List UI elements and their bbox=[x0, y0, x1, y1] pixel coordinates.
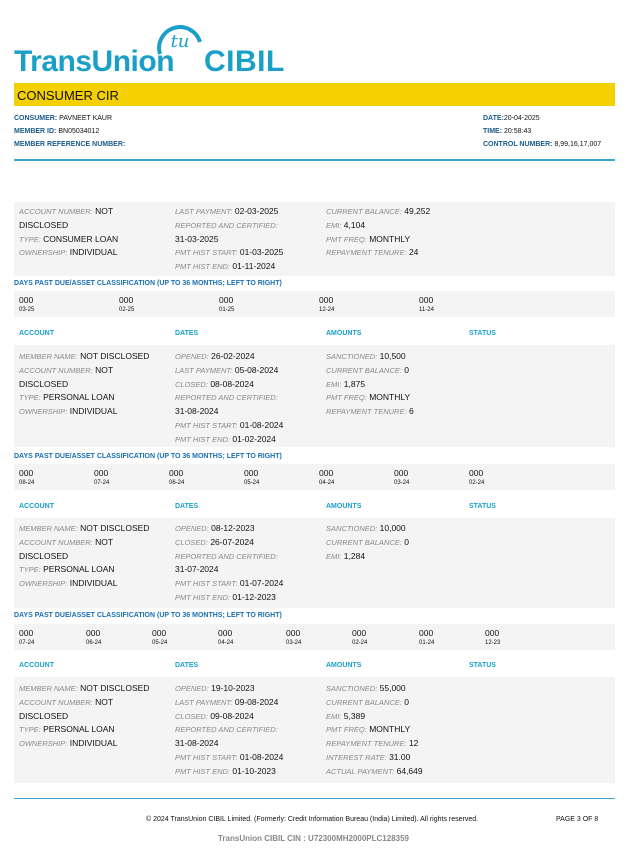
col-account-heading: ACCOUNT bbox=[19, 330, 54, 337]
dpd-month: 02-24 bbox=[352, 640, 368, 646]
dpd-value: 000 bbox=[86, 628, 101, 638]
page-number: PAGE 3 OF 8 bbox=[556, 816, 599, 823]
tu-logo-icon bbox=[156, 20, 208, 60]
consumer-info: CONSUMER: PAVNEET KAUR MEMBER ID: BN05034012 MEMBER REFERENCE NUMBER: bbox=[14, 115, 126, 148]
dpd-month: 03-24 bbox=[286, 640, 302, 646]
col-status-heading: STATUS bbox=[469, 330, 496, 337]
logo-brand: TransUnion bbox=[14, 45, 175, 78]
account-1-account-col: ACCOUNT NUMBER: NOT DISCLOSED TYPE: CONSUMER LOAN OWNERSHIP: INDIVIDUAL bbox=[19, 206, 119, 258]
dpd-heading: DAYS PAST DUE/ASSET CLASSIFICATION (UP TO 36 MONTHS; LEFT TO RIGHT) bbox=[14, 453, 282, 460]
col-status-heading: STATUS bbox=[469, 503, 496, 510]
account-2-account-col: MEMBER NAME: NOT DISCLOSED ACCOUNT NUMBER: NOT DISCLOSED TYPE: PERSONAL LOAN OWNERSHIP: INDIVIDUAL bbox=[19, 351, 150, 417]
report-title-banner bbox=[14, 83, 615, 106]
dpd-month: 08-24 bbox=[19, 480, 35, 486]
dpd-value: 000 bbox=[19, 468, 34, 478]
consumer-name: PAVNEET KAUR bbox=[59, 115, 113, 122]
account-4-amounts-col: SANCTIONED: 55,000 CURRENT BALANCE: 0 EMI: 5,389 PMT FREQ: MONTHLY REPAYMENT TENURE: 12 INTEREST RATE: 31.00 ACTUAL PAYMENT: 64,649 bbox=[326, 683, 423, 776]
dpd-month: 06-24 bbox=[169, 480, 185, 486]
col-account-heading: ACCOUNT bbox=[19, 503, 54, 510]
dpd-value: 000 bbox=[352, 628, 367, 638]
account-2-amounts-col: SANCTIONED: 10,500 CURRENT BALANCE: 0 EMI: 1,875 PMT FREQ: MONTHLY REPAYMENT TENURE: 6 bbox=[326, 351, 414, 417]
dpd-month: 06-24 bbox=[86, 640, 102, 646]
logo-mark: tu bbox=[170, 31, 190, 52]
dpd-value: 000 bbox=[419, 295, 434, 305]
col-amounts-heading: AMOUNTS bbox=[326, 330, 362, 337]
dpd-month: 07-24 bbox=[19, 640, 35, 646]
dpd-value: 000 bbox=[219, 295, 234, 305]
dpd-value: 000 bbox=[152, 628, 167, 638]
cin-text: TransUnion CIBIL CIN : U72300MH2000PLC128359 bbox=[217, 834, 410, 843]
footer-divider bbox=[14, 798, 615, 799]
dpd-month: 04-24 bbox=[319, 480, 335, 486]
member-id: BN05034012 bbox=[58, 128, 100, 135]
dpd-month: 01-24 bbox=[419, 640, 435, 646]
dpd-month: 04-24 bbox=[218, 640, 234, 646]
dpd-value: 000 bbox=[394, 468, 409, 478]
control-number: 8,99,16,17,007 bbox=[554, 141, 602, 148]
col-dates-heading: DATES bbox=[175, 662, 199, 669]
account-3-account-col: MEMBER NAME: NOT DISCLOSED ACCOUNT NUMBER: NOT DISCLOSED TYPE: PERSONAL LOAN OWNERSHIP: INDIVIDUAL bbox=[19, 523, 150, 589]
dpd-month: 05-24 bbox=[152, 640, 168, 646]
account-4-dates-col: OPENED: 19-10-2023 LAST PAYMENT: 09-08-2024 CLOSED: 09-08-2024 REPORTED AND CERTIFIED: 31-08-2024 PMT HIST START: 01-08-2024 PMT HIST END: 01-10-2023 bbox=[175, 683, 284, 776]
dpd-row-3 bbox=[14, 624, 615, 650]
col-status-heading: STATUS bbox=[469, 662, 496, 669]
account-3-amounts-col: SANCTIONED: 10,000 CURRENT BALANCE: 0 EMI: 1,284 bbox=[326, 523, 409, 561]
transunion-cibil-logo bbox=[14, 20, 294, 76]
dpd-month: 05-24 bbox=[244, 480, 260, 486]
dpd-heading: DAYS PAST DUE/ASSET CLASSIFICATION (UP TO 36 MONTHS; LEFT TO RIGHT) bbox=[14, 612, 282, 619]
col-dates-heading: DATES bbox=[175, 503, 199, 510]
report-date: 20-04-2025 bbox=[503, 115, 540, 122]
col-amounts-heading: AMOUNTS bbox=[326, 503, 362, 510]
dpd-value: 000 bbox=[218, 628, 233, 638]
report-title: CONSUMER CIR bbox=[17, 88, 119, 103]
dpd-month: 12-24 bbox=[319, 307, 335, 313]
dpd-value: 000 bbox=[94, 468, 109, 478]
col-account-heading: ACCOUNT bbox=[19, 662, 54, 669]
dpd-month: 02-24 bbox=[469, 480, 485, 486]
dpd-month: 12-23 bbox=[485, 640, 501, 646]
dpd-month: 02-25 bbox=[119, 307, 135, 313]
col-dates-heading: DATES bbox=[175, 330, 199, 337]
dpd-row-1 bbox=[14, 291, 615, 317]
dpd-month: 01-25 bbox=[219, 307, 235, 313]
dpd-value: 000 bbox=[485, 628, 500, 638]
dpd-value: 000 bbox=[419, 628, 434, 638]
dpd-value: 000 bbox=[286, 628, 301, 638]
copyright-text: © 2024 TransUnion CIBIL Limited. (Formerly: Credit Information Bureau (India) Limited). All rights reserved. bbox=[146, 816, 479, 823]
col-amounts-heading: AMOUNTS bbox=[326, 662, 362, 669]
dpd-month: 07-24 bbox=[94, 480, 110, 486]
dpd-value: 000 bbox=[469, 468, 484, 478]
dpd-value: 000 bbox=[169, 468, 184, 478]
dpd-value: 000 bbox=[319, 468, 334, 478]
dpd-value: 000 bbox=[119, 295, 134, 305]
dpd-month: 03-24 bbox=[394, 480, 410, 486]
report-meta: DATE:20-04-2025 TIME: 20:58:43 CONTROL NUMBER: 8,99,16,17,007 bbox=[483, 115, 602, 148]
logo-product: CIBIL bbox=[204, 45, 285, 78]
dpd-value: 000 bbox=[319, 295, 334, 305]
account-1-dates-col: LAST PAYMENT: 02-03-2025 REPORTED AND CERTIFIED: 31-03-2025 PMT HIST START: 01-03-2025 PMT HIST END: 01-11-2024 bbox=[175, 206, 284, 272]
dpd-value: 000 bbox=[244, 468, 259, 478]
dpd-value: 000 bbox=[19, 628, 34, 638]
dpd-heading: DAYS PAST DUE/ASSET CLASSIFICATION (UP TO 36 MONTHS; LEFT TO RIGHT) bbox=[14, 280, 282, 287]
account-2-dates-col: OPENED: 26-02-2024 LAST PAYMENT: 05-08-2024 CLOSED: 08-08-2024 REPORTED AND CERTIFIED: 31-08-2024 PMT HIST START: 01-08-2024 PMT HIST END: 01-02-2024 bbox=[175, 351, 284, 444]
account-4-account-col: MEMBER NAME: NOT DISCLOSED ACCOUNT NUMBER: NOT DISCLOSED TYPE: PERSONAL LOAN OWNERSHIP: INDIVIDUAL bbox=[19, 683, 150, 749]
account-3-dates-col: OPENED: 08-12-2023 CLOSED: 26-07-2024 REPORTED AND CERTIFIED: 31-07-2024 PMT HIST START: 01-07-2024 PMT HIST END: 01-12-2023 bbox=[175, 523, 284, 602]
account-1-amounts-col: CURRENT BALANCE: 49,252 EMI: 4,104 PMT FREQ: MONTHLY REPAYMENT TENURE: 24 bbox=[326, 206, 431, 258]
dpd-month: 11-24 bbox=[419, 307, 434, 313]
header-divider bbox=[14, 159, 615, 161]
report-time: 20:58:43 bbox=[504, 128, 532, 135]
dpd-value: 000 bbox=[19, 295, 34, 305]
dpd-month: 03-25 bbox=[19, 307, 35, 313]
